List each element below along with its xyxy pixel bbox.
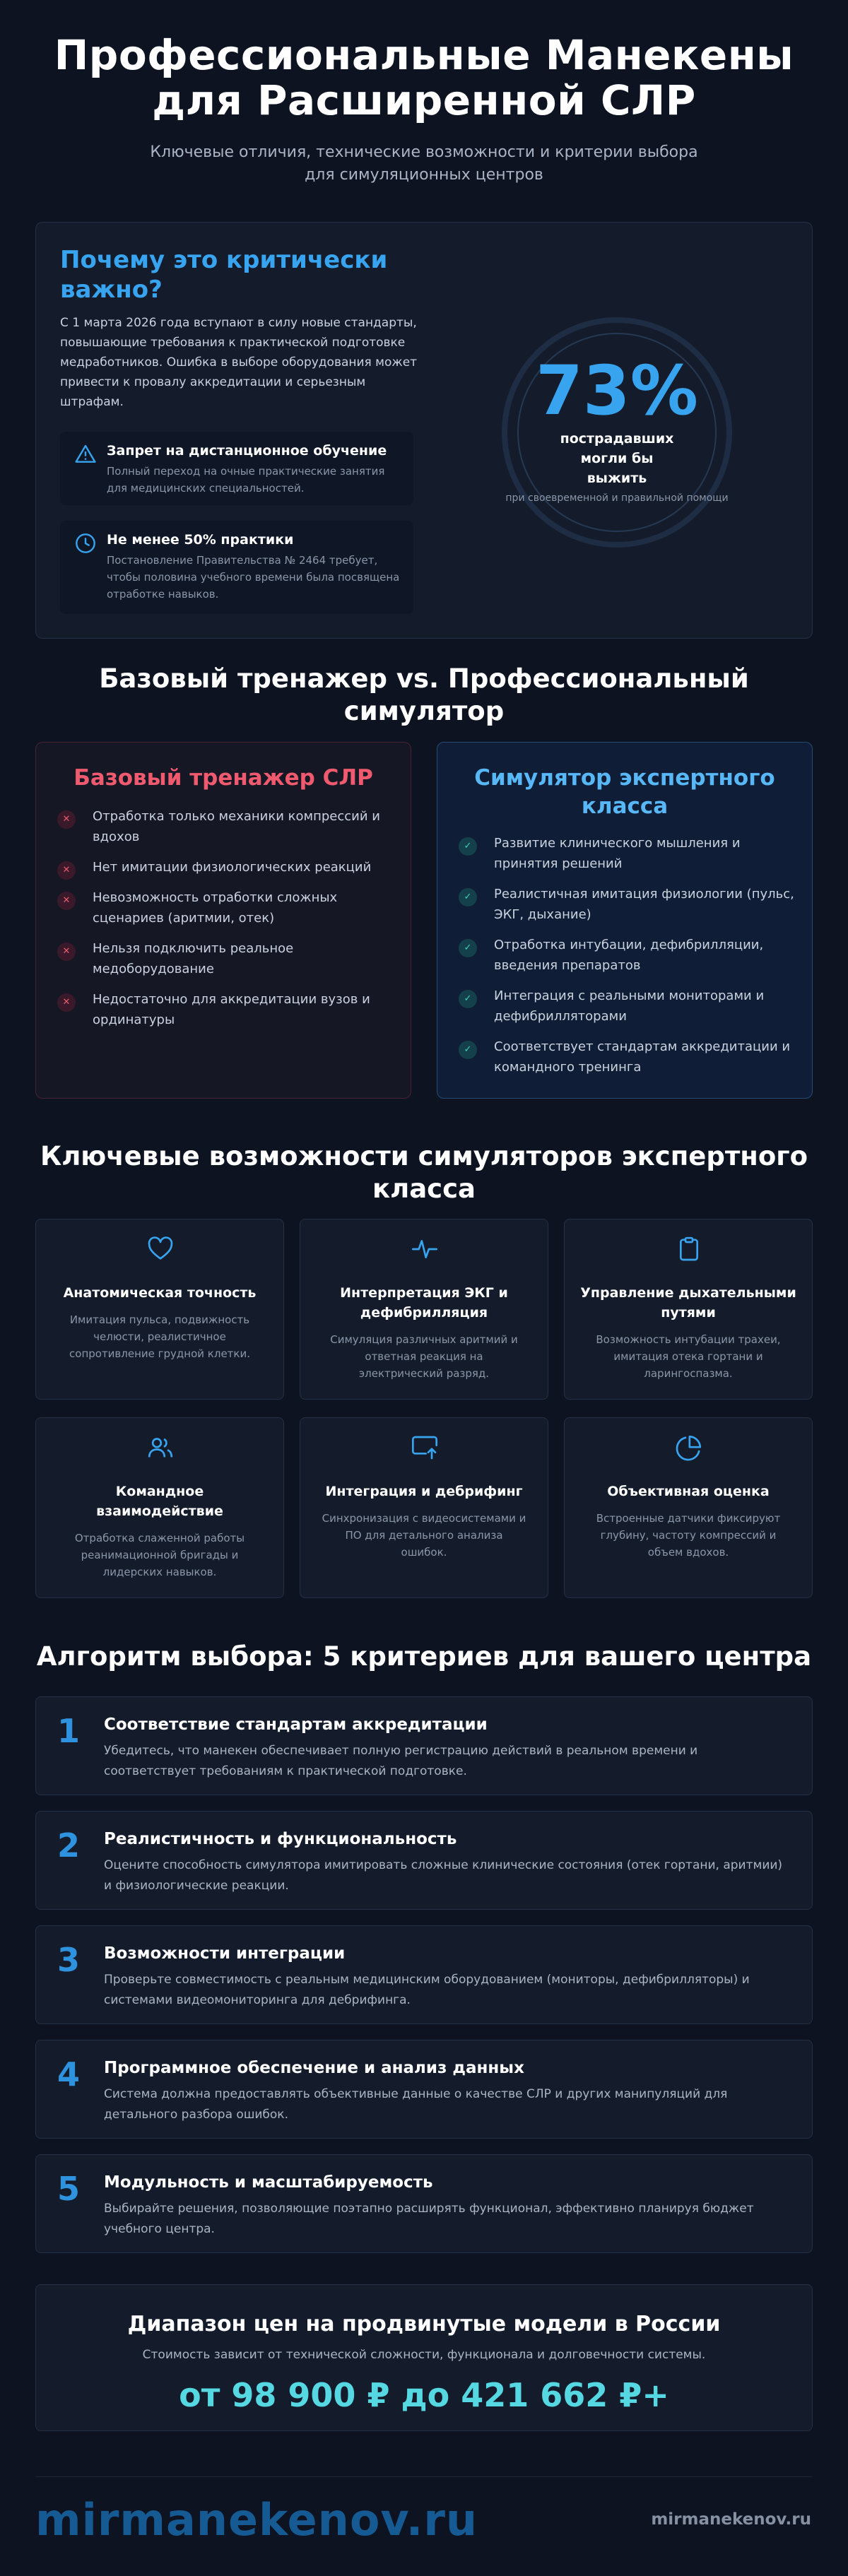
x-icon: ✕	[57, 861, 76, 880]
list-item-text: Интеграция с реальными мониторами и дефибрилляторами	[494, 988, 765, 1024]
criterion-number: 1	[57, 1712, 81, 1750]
feature-card-ecg	[300, 1219, 548, 1400]
feature-text: Синхронизация с видеосистемами и ПО для детального анализа ошибок.	[322, 1512, 526, 1559]
feature-card-team	[35, 1417, 284, 1598]
x-icon: ✕	[57, 892, 76, 910]
alert-title: Не менее 50% практики	[107, 532, 294, 548]
page-title	[0, 33, 848, 123]
list-item	[459, 1036, 798, 1077]
criterion-number: 5	[57, 2170, 81, 2208]
criterion-number: 4	[57, 2055, 81, 2093]
list-item-text: Нет имитации физиологических реакций	[93, 860, 372, 875]
basic-trainer-list	[57, 806, 396, 1030]
comparison-title-line-1: Базовый тренажер vs. Профессиональный	[99, 663, 749, 694]
pie-chart-icon	[675, 1434, 703, 1462]
page-subtitle	[0, 141, 848, 187]
criterion-number: 3	[57, 1941, 81, 1979]
heart-icon	[146, 1235, 175, 1263]
features-title-line-1: Ключевые возможности симуляторов экспертного	[40, 1141, 808, 1171]
warning-triangle-icon	[74, 443, 97, 466]
list-item	[57, 989, 396, 1030]
features-title	[0, 1140, 848, 1205]
expert-simulator-card	[437, 742, 813, 1099]
list-item	[57, 806, 396, 847]
expert-simulator-title: Симулятор экспертного класса	[474, 765, 775, 819]
feature-text: Симуляция различных аритмий и ответная реакция на электрический разряд.	[330, 1333, 518, 1380]
feature-text: Возможность интубации трахеи, имитация отека гортани и ларингоспазма.	[596, 1333, 781, 1380]
ecg-pulse-icon	[411, 1235, 439, 1263]
list-item	[57, 938, 396, 979]
list-item	[57, 857, 396, 878]
page-title-line-2: для Расширенной СЛР	[152, 76, 696, 124]
feature-title: Объективная оценка	[607, 1484, 770, 1499]
footer-divider	[35, 2476, 813, 2477]
list-item-text: Реалистичная имитация физиологии (пульс, ЭКГ, дыхание)	[494, 887, 794, 922]
feature-title: Анатомическая точность	[63, 1285, 257, 1301]
alert-remote-ban	[60, 432, 413, 505]
criterion-card	[35, 1696, 813, 1795]
footer-site-link[interactable]: mirmanekenov.ru	[651, 2510, 811, 2529]
stat-note: при своевременной и правильной помощи	[505, 492, 729, 504]
alert-text: Полный переход на очные практические занятия для медицинских специальностей.	[107, 465, 385, 495]
check-icon: ✓	[459, 939, 477, 957]
criterion-card	[35, 2040, 813, 2139]
list-item-text: Невозможность отработки сложных сценариев (аритмии, отек)	[93, 890, 338, 926]
feature-title: Интерпретация ЭКГ и дефибрилляция	[340, 1285, 508, 1321]
basic-trainer-card	[35, 742, 411, 1099]
feature-card-assessment	[564, 1417, 813, 1598]
list-item	[459, 884, 798, 925]
feature-card-anatomy	[35, 1219, 284, 1400]
criterion-text: Проверьте совместимость с реальным медицинским оборудованием (мониторы, дефибрилляторы) и системами видеомониторинга для дебрифинга.	[104, 1973, 750, 2007]
criterion-title: Программное обеспечение и анализ данных	[104, 2059, 524, 2077]
check-icon: ✓	[459, 837, 477, 856]
feature-text: Отработка слаженной работы реанимационной бригады и лидерских навыков.	[74, 1532, 245, 1578]
feature-text: Имитация пульса, подвижность челюсти, реалистичное сопротивление грудной клетки.	[69, 1313, 250, 1360]
criterion-text: Система должна предоставлять объективные данные о качестве СЛР и других манипуляций для детального разбора ошибок.	[104, 2087, 728, 2122]
x-icon: ✕	[57, 943, 76, 961]
list-item	[459, 986, 798, 1027]
criterion-title: Модульность и масштабируемость	[104, 2173, 433, 2192]
feature-title: Командное взаимодействие	[96, 1484, 223, 1519]
stat-value: 73%	[536, 351, 698, 430]
criterion-card	[35, 1811, 813, 1910]
list-item-text: Нельзя подключить реальное медоборудование	[93, 941, 294, 976]
basic-trainer-title: Базовый тренажер СЛР	[73, 765, 373, 791]
why-title: Почему это критически важно?	[60, 246, 388, 304]
list-item	[57, 887, 396, 928]
criterion-number: 2	[57, 1826, 81, 1865]
page-subtitle-line-1: Ключевые отличия, технические возможности и критерии выбора	[150, 143, 698, 161]
survival-stat-ring	[502, 317, 732, 548]
hero-header	[0, 0, 848, 187]
clipboard-icon	[675, 1235, 703, 1263]
price-title: Диапазон цен на продвинутые модели в России	[127, 2312, 721, 2336]
list-item-text: Соответствует стандартам аккредитации и командного тренинга	[494, 1039, 791, 1075]
feature-title: Интеграция и дебрифинг	[325, 1484, 523, 1499]
comparison-title	[0, 663, 848, 728]
x-icon: ✕	[57, 993, 76, 1012]
feature-title: Управление дыхательными путями	[580, 1285, 796, 1321]
clock-icon	[74, 532, 97, 555]
check-icon: ✓	[459, 1041, 477, 1059]
page-title-line-1: Профессиональные Манекены	[54, 31, 794, 79]
alert-practice-share	[60, 521, 413, 614]
price-range-card	[35, 2284, 813, 2431]
criterion-text: Убедитесь, что манекен обеспечивает полную регистрацию действий в реальном времени и соответствует требованиям к практической подготовке.	[104, 1744, 698, 1778]
why-important-card	[35, 222, 813, 639]
x-icon: ✕	[57, 810, 76, 829]
team-icon	[146, 1434, 175, 1462]
price-subtitle: Стоимость зависит от технической сложности, функционала и долговечности системы.	[142, 2348, 706, 2362]
check-icon: ✓	[459, 990, 477, 1008]
criterion-title: Возможности интеграции	[104, 1944, 346, 1963]
screen-share-icon	[411, 1434, 439, 1462]
page-subtitle-line-2: для симуляционных центров	[305, 166, 543, 184]
criterion-text: Оцените способность симулятора имитировать сложные клинические состояния (отек гортани, аритмии) и физиологические реакции.	[104, 1858, 783, 1893]
criterion-card	[35, 2154, 813, 2253]
features-title-line-2: класса	[372, 1174, 476, 1204]
alert-text: Постановление Правительства № 2464 требует, чтобы половина учебного времени была посвящена отработке навыков.	[107, 554, 400, 601]
list-item	[459, 935, 798, 976]
price-range-value: от 98 900 ₽ до 421 662 ₽+	[179, 2376, 669, 2414]
criterion-text: Выбирайте решения, позволяющие поэтапно расширять функционал, эффективно планируя бюджет учебного центра.	[104, 2202, 754, 2236]
criterion-card	[35, 1925, 813, 2024]
feature-card-airway	[564, 1219, 813, 1400]
list-item-text: Развитие клинического мышления и принятия решений	[494, 836, 741, 871]
criterion-title: Соответствие стандартам аккредитации	[104, 1715, 488, 1734]
feature-text: Встроенные датчики фиксируют глубину, частоту компрессий и объем вдохов.	[596, 1512, 781, 1559]
list-item-text: Отработка интубации, дефибрилляции, введения препаратов	[494, 938, 764, 973]
expert-simulator-list	[459, 833, 798, 1077]
list-item	[459, 833, 798, 874]
criteria-title: Алгоритм выбора: 5 критериев для вашего центра	[36, 1641, 812, 1672]
check-icon: ✓	[459, 888, 477, 906]
comparison-title-line-2: симулятор	[343, 696, 505, 726]
why-lead-text: С 1 марта 2026 года вступают в силу новые стандарты, повышающие требования к практической подготовке медработников. Ошибка в выборе оборудования может привести к провалу аккредитации и серьезным штрафам.	[60, 316, 418, 409]
alert-title: Запрет на дистанционное обучение	[107, 443, 387, 459]
list-item-text: Отработка только механики компрессий и вдохов	[93, 809, 380, 844]
criterion-title: Реалистичность и функциональность	[104, 1830, 457, 1848]
site-logo[interactable]: mirmanekenov.ru	[35, 2494, 478, 2546]
feature-card-integration	[300, 1417, 548, 1598]
list-item-text: Недостаточно для аккредитации вузов и ординатуры	[93, 992, 370, 1027]
stat-label: пострадавших могли бы выжить	[560, 431, 674, 486]
